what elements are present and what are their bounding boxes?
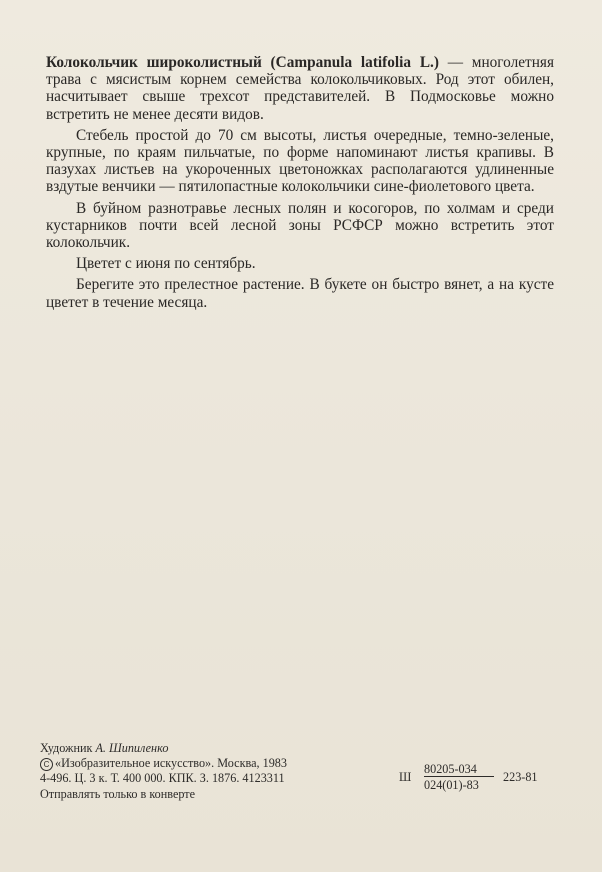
- index-denominator: 024(01)-83: [424, 776, 494, 792]
- mail-note-line: Отправлять только в конверте: [40, 786, 196, 801]
- print-info-line: 4-496. Ц. 3 к. Т. 400 000. КПК. З. 1876. 4123311: [40, 771, 285, 786]
- index-code: 223-81: [503, 770, 538, 784]
- intro-text: — многолетняя трава с мясистым корнем семейства колокольчиковых. Род этот обилен, насчитывает свыше трехсот представителей. В Подмосковье можно встретить не менее десяти видов.: [46, 54, 554, 123]
- publisher-text: «Изобразительное искусство». Москва, 1983: [55, 756, 287, 771]
- description-text: [46, 54, 554, 315]
- copyright-icon: C: [40, 758, 53, 771]
- artist-line: [40, 741, 540, 756]
- paragraph-flowering: Цветет с июня по сентябрь.: [76, 255, 256, 273]
- paragraph-description: Стебель простой до 70 см высоты, листья очередные, темно-зеленые, крупные, по краям пильчатые, по форме напоминают листья крапивы. В пазухах листьев на укороченных цветоножках располагаются удлиненные вздутые венчики — пятилопастные колокольчики сине-фиолетового цвета.: [46, 126, 554, 196]
- species-title: Колокольчик широколистный (Campanula latifolia L.): [46, 54, 439, 71]
- paragraph-care: Берегите это прелестное растение. В букете он быстро вянет, а на кусте цветет в течение месяца.: [46, 276, 554, 311]
- paragraph-intro: [46, 54, 554, 123]
- index-letter: Ш: [399, 770, 412, 784]
- index-fraction: [424, 762, 494, 792]
- paragraph-habitat: В буйном разнотравье лесных полян и косогоров, по холмам и среди кустарников почти всей лесной зоны РСФСР можно встретить этот колокольчик.: [46, 199, 554, 252]
- artist-label: Художник: [40, 741, 93, 755]
- index-numerator: 80205-034: [424, 762, 477, 776]
- artist-name: А. Шипиленко: [95, 741, 169, 755]
